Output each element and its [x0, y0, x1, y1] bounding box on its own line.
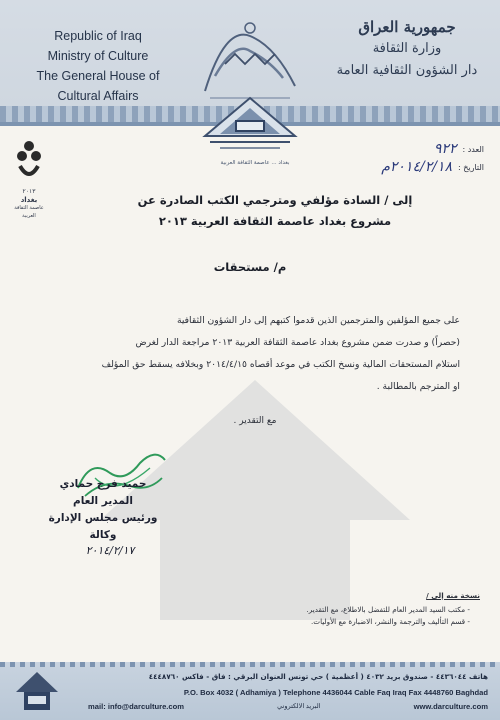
- header-ar-line: دار الشؤون الثقافية العامة: [336, 63, 478, 78]
- ref-number-row: [344, 140, 484, 158]
- signer-role: ورئيس مجلس الإدارة وكالة: [48, 512, 158, 541]
- addressee-line: مشروع بغداد عاصمة الثقافة العربية ٢٠١٣: [158, 214, 392, 228]
- left-logo-label: [8, 188, 50, 220]
- addressee-line: إلى / السادة مؤلفي ومترجمي الكتب الصادرة عن: [137, 193, 413, 207]
- header-ar-line: جمهورية العراق: [358, 18, 456, 36]
- body-line: استلام المستحقات المالية ونسخ الكتب في موعد أقصاه ٢٠١٤/٤/١٥ وبخلافه يسقط حق المؤلف: [101, 359, 460, 370]
- reference-block: [344, 140, 484, 176]
- signer-block: [38, 476, 168, 544]
- footer-house-emblem-icon: [14, 670, 60, 714]
- footer-english-address: P.O. Box 4032 ( Adhamiya ) Telephone 4436044 Cable Faq Iraq Fax 4448760 Baghdad: [183, 688, 488, 697]
- baghdad-capital-logo-icon: [14, 138, 44, 186]
- body-line: (حصراً) و صدرت ضمن مشروع بغداد عاصمة الثقافة العربية ٢٠١٣ مراجعة الدار لغرض: [135, 337, 460, 348]
- ref-date-label: التاريخ :: [457, 162, 484, 172]
- closing-regards: مع التقدير .: [233, 416, 277, 426]
- letter-body: [40, 310, 460, 398]
- header-ar-line: وزارة الثقافة: [372, 41, 442, 56]
- left-logo-year: ٢٠١٣: [22, 188, 36, 195]
- copies-item: - قسم التأليف والترجمة والنشر، الاضبارة مع الأوليات.: [200, 616, 470, 628]
- letterhead: [0, 0, 500, 106]
- body-line: على جميع المؤلفين والمترجمين الذين قدموا كتبهم إلى دار الشؤون الثقافية: [176, 315, 460, 326]
- signature-date: ٢٠١٤/٢/١٧: [85, 544, 135, 557]
- left-logo-subtitle: عاصمة الثقافة العربية: [14, 205, 44, 219]
- ref-date-row: [344, 158, 484, 176]
- header-english: [18, 26, 178, 106]
- footer-arabic-address: هاتف ٤٤٣٦٠٤٤ - صندوق بريد ٤٠٣٢ ( أعظمية ) حي تونس العنوان البرقي : فاق - فاكس ٤٤٤٨٧٦٠: [148, 672, 488, 681]
- left-logo-city: بغداد: [20, 196, 38, 204]
- subject-line: م/ مستحقات: [213, 260, 287, 274]
- addressee: [120, 190, 430, 232]
- header-en-line: The General House of Cultural Affairs: [36, 69, 160, 103]
- ref-number-label: العدد :: [462, 144, 484, 154]
- signer-title: المدير العام: [73, 495, 133, 507]
- ref-number-value: ٩٢٢: [433, 141, 457, 157]
- copies-title: نسخة منه إلى /: [426, 591, 480, 600]
- house-emblem-icon: [200, 96, 300, 158]
- copies-block: [200, 590, 480, 628]
- ref-date-value: ٢٠١٤/٢/١٨م: [381, 159, 452, 175]
- footer-email-ar-label: البريد الالكتروني: [277, 703, 321, 710]
- signer-name: حميد فرج حمادي: [59, 478, 147, 490]
- footer-ornament-band: [0, 662, 500, 667]
- header-tagline: بغداد ... عاصمة الثقافة العربية: [220, 160, 290, 166]
- calligraphy-emblem-icon: [195, 6, 305, 106]
- footer-contact-row: [88, 702, 488, 711]
- copies-item: - مكتب السيد المدير العام للتفضل بالاطلاع، مع التقدير.: [200, 604, 470, 616]
- body-line: او المترجم بالمطالبة .: [376, 381, 460, 392]
- header-arabic: [332, 16, 482, 82]
- header-en-line: Republic of Iraq: [54, 29, 142, 43]
- footer-email[interactable]: mail: info@darculture.com: [88, 702, 185, 711]
- footer-website[interactable]: www.darculture.com: [413, 702, 488, 711]
- copies-list: [200, 604, 480, 628]
- header-en-line: Ministry of Culture: [47, 49, 149, 63]
